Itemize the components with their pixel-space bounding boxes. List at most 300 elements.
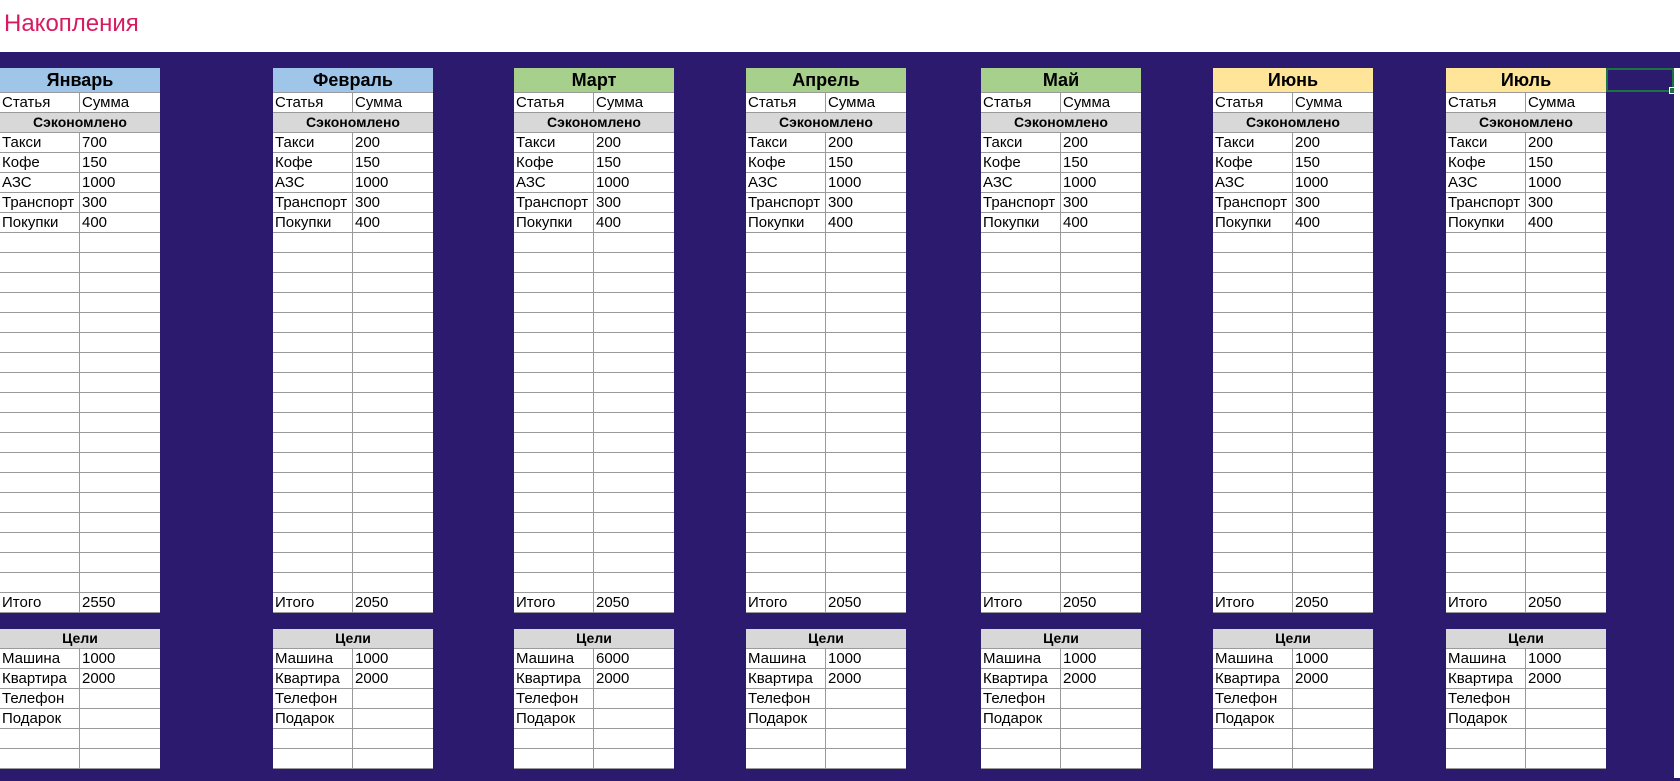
item-cell[interactable]: АЗС xyxy=(514,173,594,192)
amount-cell[interactable] xyxy=(1526,729,1606,748)
amount-cell[interactable] xyxy=(1061,533,1141,552)
item-cell[interactable] xyxy=(981,493,1061,512)
amount-cell[interactable] xyxy=(1293,233,1373,252)
item-cell[interactable] xyxy=(0,273,80,292)
item-cell[interactable] xyxy=(514,513,594,532)
item-cell[interactable] xyxy=(746,473,826,492)
selected-cell[interactable] xyxy=(1606,68,1674,92)
amount-cell[interactable] xyxy=(80,749,160,768)
amount-cell[interactable] xyxy=(1293,333,1373,352)
item-cell[interactable] xyxy=(1446,493,1526,512)
item-cell[interactable]: Квартира xyxy=(273,669,353,688)
item-cell[interactable] xyxy=(981,553,1061,572)
amount-cell[interactable] xyxy=(594,373,674,392)
amount-cell[interactable] xyxy=(594,749,674,768)
item-cell[interactable] xyxy=(746,453,826,472)
amount-cell[interactable]: 400 xyxy=(355,214,381,231)
amount-cell[interactable] xyxy=(80,333,160,352)
item-cell[interactable]: Покупки xyxy=(0,213,80,232)
item-cell[interactable]: Подарок xyxy=(273,709,353,728)
amount-cell[interactable] xyxy=(1526,689,1606,708)
amount-cell[interactable] xyxy=(1526,273,1606,292)
item-cell[interactable] xyxy=(1213,233,1293,252)
amount-cell[interactable] xyxy=(1293,433,1373,452)
item-cell[interactable]: АЗС xyxy=(746,173,826,192)
item-cell[interactable] xyxy=(0,749,80,768)
amount-cell[interactable] xyxy=(353,393,433,412)
item-cell[interactable] xyxy=(981,313,1061,332)
amount-cell[interactable] xyxy=(353,689,433,708)
amount-cell[interactable] xyxy=(1061,273,1141,292)
amount-cell[interactable] xyxy=(1061,233,1141,252)
amount-cell[interactable] xyxy=(826,749,906,768)
amount-cell[interactable] xyxy=(826,473,906,492)
amount-cell[interactable] xyxy=(826,573,906,592)
item-cell[interactable] xyxy=(1213,513,1293,532)
amount-cell[interactable]: 1000 xyxy=(82,650,116,667)
amount-cell[interactable] xyxy=(594,473,674,492)
amount-cell[interactable] xyxy=(353,473,433,492)
item-cell[interactable] xyxy=(514,473,594,492)
item-cell[interactable]: Такси xyxy=(273,133,353,152)
item-cell[interactable] xyxy=(0,393,80,412)
item-cell[interactable]: Подарок xyxy=(981,709,1061,728)
amount-cell[interactable]: 300 xyxy=(828,194,854,211)
amount-cell[interactable] xyxy=(353,433,433,452)
item-cell[interactable] xyxy=(981,333,1061,352)
item-cell[interactable]: Кофе xyxy=(0,153,80,172)
item-cell[interactable] xyxy=(1213,493,1293,512)
item-cell[interactable] xyxy=(514,433,594,452)
item-cell[interactable] xyxy=(514,493,594,512)
amount-cell[interactable] xyxy=(594,493,674,512)
amount-cell[interactable] xyxy=(1061,433,1141,452)
amount-cell[interactable] xyxy=(1061,729,1141,748)
amount-cell[interactable] xyxy=(80,709,160,728)
amount-cell[interactable]: 200 xyxy=(1063,134,1089,151)
item-cell[interactable] xyxy=(981,393,1061,412)
item-cell[interactable] xyxy=(273,253,353,272)
amount-cell[interactable] xyxy=(353,493,433,512)
item-cell[interactable] xyxy=(981,433,1061,452)
item-cell[interactable] xyxy=(1446,253,1526,272)
amount-cell[interactable]: 1000 xyxy=(355,650,389,667)
item-cell[interactable] xyxy=(0,553,80,572)
amount-cell[interactable]: 150 xyxy=(828,154,854,171)
item-cell[interactable]: Машина xyxy=(514,649,594,668)
item-cell[interactable] xyxy=(273,729,353,748)
amount-cell[interactable] xyxy=(1061,413,1141,432)
amount-cell[interactable] xyxy=(353,333,433,352)
amount-cell[interactable] xyxy=(80,353,160,372)
goals-section-header[interactable]: Цели xyxy=(273,629,433,649)
amount-cell[interactable] xyxy=(594,333,674,352)
amount-cell[interactable] xyxy=(1526,393,1606,412)
savings-section-header[interactable]: Сэкономлено xyxy=(273,113,433,133)
amount-cell[interactable] xyxy=(1526,493,1606,512)
amount-cell[interactable] xyxy=(594,253,674,272)
amount-cell[interactable] xyxy=(1526,513,1606,532)
item-cell[interactable] xyxy=(746,573,826,592)
item-cell[interactable] xyxy=(746,373,826,392)
amount-cell[interactable]: 700 xyxy=(82,134,108,151)
amount-cell[interactable] xyxy=(1061,313,1141,332)
item-cell[interactable] xyxy=(1213,253,1293,272)
amount-cell[interactable] xyxy=(1526,709,1606,728)
item-cell[interactable] xyxy=(273,553,353,572)
amount-cell[interactable] xyxy=(1293,313,1373,332)
item-cell[interactable] xyxy=(981,353,1061,372)
amount-cell[interactable] xyxy=(1061,393,1141,412)
item-cell[interactable]: Подарок xyxy=(514,709,594,728)
amount-cell[interactable] xyxy=(1293,393,1373,412)
item-cell[interactable]: Статья xyxy=(514,93,594,112)
amount-cell[interactable]: 2000 xyxy=(355,670,389,687)
item-cell[interactable]: Квартира xyxy=(514,669,594,688)
amount-cell[interactable] xyxy=(80,393,160,412)
item-cell[interactable] xyxy=(0,573,80,592)
item-cell[interactable]: Итого xyxy=(1213,593,1293,612)
amount-cell[interactable] xyxy=(826,253,906,272)
amount-cell[interactable] xyxy=(1061,453,1141,472)
item-cell[interactable] xyxy=(981,513,1061,532)
item-cell[interactable] xyxy=(746,433,826,452)
item-cell[interactable] xyxy=(1446,473,1526,492)
amount-cell[interactable]: 300 xyxy=(1295,194,1321,211)
goals-section-header[interactable]: Цели xyxy=(981,629,1141,649)
amount-cell[interactable] xyxy=(826,413,906,432)
item-cell[interactable]: Кофе xyxy=(514,153,594,172)
amount-cell[interactable] xyxy=(80,473,160,492)
amount-cell[interactable]: 2000 xyxy=(596,670,630,687)
month-header[interactable]: Февраль xyxy=(273,68,433,93)
goals-section-header[interactable]: Цели xyxy=(746,629,906,649)
item-cell[interactable]: Транспорт xyxy=(273,193,353,212)
amount-cell[interactable] xyxy=(1293,729,1373,748)
amount-cell[interactable]: 200 xyxy=(828,134,854,151)
amount-cell[interactable] xyxy=(1061,353,1141,372)
item-cell[interactable] xyxy=(0,253,80,272)
amount-cell[interactable] xyxy=(594,353,674,372)
item-cell[interactable]: Статья xyxy=(1446,93,1526,112)
item-cell[interactable]: Кофе xyxy=(1213,153,1293,172)
item-cell[interactable] xyxy=(746,293,826,312)
amount-cell[interactable]: 6000 xyxy=(596,650,630,667)
amount-cell[interactable]: 150 xyxy=(355,154,381,171)
item-cell[interactable]: Такси xyxy=(746,133,826,152)
amount-cell[interactable] xyxy=(826,709,906,728)
item-cell[interactable] xyxy=(273,413,353,432)
amount-cell[interactable] xyxy=(353,233,433,252)
amount-cell[interactable] xyxy=(1526,453,1606,472)
amount-cell[interactable] xyxy=(80,273,160,292)
amount-cell[interactable]: 2000 xyxy=(1295,670,1329,687)
item-cell[interactable] xyxy=(273,233,353,252)
item-cell[interactable] xyxy=(514,253,594,272)
item-cell[interactable]: Статья xyxy=(981,93,1061,112)
item-cell[interactable] xyxy=(514,553,594,572)
item-cell[interactable]: Итого xyxy=(746,593,826,612)
item-cell[interactable] xyxy=(746,313,826,332)
amount-cell[interactable] xyxy=(1526,373,1606,392)
item-cell[interactable] xyxy=(1446,533,1526,552)
item-cell[interactable] xyxy=(746,749,826,768)
item-cell[interactable]: Телефон xyxy=(514,689,594,708)
amount-cell[interactable] xyxy=(826,689,906,708)
amount-cell[interactable]: 2000 xyxy=(828,670,862,687)
amount-cell[interactable] xyxy=(826,553,906,572)
amount-cell[interactable] xyxy=(594,433,674,452)
amount-cell[interactable] xyxy=(826,493,906,512)
goals-section-header[interactable]: Цели xyxy=(0,629,160,649)
item-cell[interactable] xyxy=(746,553,826,572)
item-cell[interactable] xyxy=(981,293,1061,312)
amount-cell[interactable]: 400 xyxy=(828,214,854,231)
amount-cell[interactable] xyxy=(353,709,433,728)
item-cell[interactable] xyxy=(0,353,80,372)
amount-cell[interactable] xyxy=(594,273,674,292)
amount-cell[interactable] xyxy=(353,373,433,392)
amount-cell[interactable]: 2000 xyxy=(1063,670,1097,687)
item-cell[interactable]: Покупки xyxy=(514,213,594,232)
item-cell[interactable] xyxy=(1446,553,1526,572)
amount-cell[interactable] xyxy=(80,433,160,452)
amount-cell[interactable] xyxy=(80,729,160,748)
amount-cell[interactable] xyxy=(1293,709,1373,728)
amount-cell[interactable]: 2000 xyxy=(82,670,116,687)
item-cell[interactable] xyxy=(1446,393,1526,412)
item-cell[interactable]: Кофе xyxy=(981,153,1061,172)
month-header[interactable]: Июнь xyxy=(1213,68,1373,93)
item-cell[interactable] xyxy=(514,353,594,372)
item-cell[interactable]: Итого xyxy=(514,593,594,612)
item-cell[interactable] xyxy=(273,473,353,492)
item-cell[interactable]: Телефон xyxy=(1213,689,1293,708)
amount-cell[interactable] xyxy=(1293,273,1373,292)
amount-cell[interactable] xyxy=(1526,253,1606,272)
item-cell[interactable] xyxy=(514,573,594,592)
amount-cell[interactable] xyxy=(826,373,906,392)
item-cell[interactable] xyxy=(1213,453,1293,472)
month-header[interactable]: Январь xyxy=(0,68,160,93)
item-cell[interactable] xyxy=(0,513,80,532)
item-cell[interactable]: Такси xyxy=(1213,133,1293,152)
amount-cell[interactable] xyxy=(826,313,906,332)
item-cell[interactable] xyxy=(1446,373,1526,392)
amount-cell[interactable] xyxy=(594,313,674,332)
amount-cell[interactable] xyxy=(1293,689,1373,708)
item-cell[interactable] xyxy=(0,333,80,352)
amount-cell[interactable] xyxy=(353,313,433,332)
amount-cell[interactable] xyxy=(1526,473,1606,492)
amount-cell[interactable]: Сумма xyxy=(1528,94,1576,111)
item-cell[interactable] xyxy=(514,333,594,352)
amount-cell[interactable] xyxy=(594,729,674,748)
item-cell[interactable] xyxy=(273,513,353,532)
amount-cell[interactable] xyxy=(826,333,906,352)
item-cell[interactable] xyxy=(1213,729,1293,748)
item-cell[interactable]: Транспорт xyxy=(1213,193,1293,212)
amount-cell[interactable]: 150 xyxy=(1295,154,1321,171)
amount-cell[interactable] xyxy=(826,729,906,748)
amount-cell[interactable]: 400 xyxy=(1295,214,1321,231)
item-cell[interactable] xyxy=(0,453,80,472)
amount-cell[interactable]: 150 xyxy=(82,154,108,171)
amount-cell[interactable] xyxy=(1293,493,1373,512)
amount-cell[interactable] xyxy=(826,293,906,312)
amount-cell[interactable]: Сумма xyxy=(82,94,130,111)
item-cell[interactable] xyxy=(514,233,594,252)
amount-cell[interactable]: 300 xyxy=(1528,194,1554,211)
amount-cell[interactable] xyxy=(353,273,433,292)
item-cell[interactable] xyxy=(1213,573,1293,592)
item-cell[interactable]: Машина xyxy=(273,649,353,668)
amount-cell[interactable] xyxy=(594,573,674,592)
amount-cell[interactable]: Сумма xyxy=(596,94,644,111)
item-cell[interactable] xyxy=(981,749,1061,768)
amount-cell[interactable]: 200 xyxy=(596,134,622,151)
item-cell[interactable]: Подарок xyxy=(0,709,80,728)
savings-section-header[interactable]: Сэкономлено xyxy=(746,113,906,133)
amount-cell[interactable] xyxy=(1526,293,1606,312)
item-cell[interactable]: АЗС xyxy=(1446,173,1526,192)
item-cell[interactable] xyxy=(273,393,353,412)
amount-cell[interactable]: 2050 xyxy=(596,594,630,611)
item-cell[interactable] xyxy=(273,749,353,768)
amount-cell[interactable] xyxy=(1293,253,1373,272)
item-cell[interactable]: Квартира xyxy=(981,669,1061,688)
item-cell[interactable] xyxy=(0,413,80,432)
item-cell[interactable]: Телефон xyxy=(273,689,353,708)
item-cell[interactable] xyxy=(273,533,353,552)
goals-section-header[interactable]: Цели xyxy=(514,629,674,649)
amount-cell[interactable] xyxy=(1061,573,1141,592)
item-cell[interactable] xyxy=(1213,293,1293,312)
item-cell[interactable] xyxy=(1213,333,1293,352)
amount-cell[interactable]: 1000 xyxy=(596,174,630,191)
amount-cell[interactable] xyxy=(826,533,906,552)
item-cell[interactable] xyxy=(1213,473,1293,492)
item-cell[interactable]: Машина xyxy=(981,649,1061,668)
item-cell[interactable]: Покупки xyxy=(1213,213,1293,232)
amount-cell[interactable]: 2000 xyxy=(1528,670,1562,687)
amount-cell[interactable] xyxy=(594,233,674,252)
item-cell[interactable] xyxy=(1213,373,1293,392)
amount-cell[interactable] xyxy=(353,453,433,472)
item-cell[interactable] xyxy=(0,473,80,492)
item-cell[interactable] xyxy=(514,413,594,432)
amount-cell[interactable] xyxy=(826,453,906,472)
amount-cell[interactable] xyxy=(1061,373,1141,392)
amount-cell[interactable]: 1000 xyxy=(355,174,389,191)
amount-cell[interactable] xyxy=(353,413,433,432)
amount-cell[interactable]: 1000 xyxy=(1528,174,1562,191)
item-cell[interactable]: Статья xyxy=(746,93,826,112)
amount-cell[interactable] xyxy=(594,453,674,472)
item-cell[interactable] xyxy=(746,253,826,272)
item-cell[interactable]: Транспорт xyxy=(981,193,1061,212)
savings-section-header[interactable]: Сэкономлено xyxy=(981,113,1141,133)
item-cell[interactable] xyxy=(1213,353,1293,372)
amount-cell[interactable] xyxy=(1293,553,1373,572)
item-cell[interactable] xyxy=(0,373,80,392)
month-header[interactable]: Июль xyxy=(1446,68,1606,93)
item-cell[interactable]: Такси xyxy=(0,133,80,152)
item-cell[interactable] xyxy=(273,373,353,392)
item-cell[interactable] xyxy=(746,353,826,372)
item-cell[interactable] xyxy=(273,493,353,512)
item-cell[interactable] xyxy=(746,729,826,748)
amount-cell[interactable] xyxy=(353,353,433,372)
amount-cell[interactable]: 400 xyxy=(1528,214,1554,231)
item-cell[interactable]: Итого xyxy=(981,593,1061,612)
amount-cell[interactable] xyxy=(1061,293,1141,312)
item-cell[interactable] xyxy=(0,433,80,452)
item-cell[interactable] xyxy=(1446,749,1526,768)
amount-cell[interactable]: 1000 xyxy=(828,174,862,191)
amount-cell[interactable] xyxy=(1526,553,1606,572)
item-cell[interactable]: АЗС xyxy=(1213,173,1293,192)
item-cell[interactable] xyxy=(1213,433,1293,452)
amount-cell[interactable]: 2050 xyxy=(1295,594,1329,611)
item-cell[interactable]: Покупки xyxy=(746,213,826,232)
amount-cell[interactable] xyxy=(1061,553,1141,572)
goals-section-header[interactable]: Цели xyxy=(1446,629,1606,649)
item-cell[interactable] xyxy=(1213,273,1293,292)
amount-cell[interactable] xyxy=(1061,709,1141,728)
amount-cell[interactable] xyxy=(1293,513,1373,532)
month-header[interactable]: Март xyxy=(514,68,674,93)
item-cell[interactable]: Покупки xyxy=(1446,213,1526,232)
month-header[interactable]: Апрель xyxy=(746,68,906,93)
amount-cell[interactable] xyxy=(594,533,674,552)
amount-cell[interactable] xyxy=(826,233,906,252)
amount-cell[interactable] xyxy=(1061,513,1141,532)
amount-cell[interactable] xyxy=(594,513,674,532)
amount-cell[interactable] xyxy=(353,253,433,272)
item-cell[interactable] xyxy=(514,729,594,748)
amount-cell[interactable] xyxy=(594,553,674,572)
item-cell[interactable] xyxy=(0,533,80,552)
amount-cell[interactable] xyxy=(80,253,160,272)
amount-cell[interactable] xyxy=(353,729,433,748)
amount-cell[interactable] xyxy=(353,553,433,572)
item-cell[interactable]: АЗС xyxy=(273,173,353,192)
item-cell[interactable] xyxy=(1446,333,1526,352)
amount-cell[interactable] xyxy=(1293,413,1373,432)
item-cell[interactable] xyxy=(981,729,1061,748)
item-cell[interactable]: Машина xyxy=(0,649,80,668)
amount-cell[interactable] xyxy=(594,413,674,432)
amount-cell[interactable] xyxy=(826,273,906,292)
item-cell[interactable] xyxy=(981,473,1061,492)
amount-cell[interactable] xyxy=(1061,689,1141,708)
item-cell[interactable] xyxy=(0,493,80,512)
amount-cell[interactable]: Сумма xyxy=(828,94,876,111)
item-cell[interactable] xyxy=(1446,313,1526,332)
item-cell[interactable] xyxy=(514,273,594,292)
amount-cell[interactable] xyxy=(594,709,674,728)
savings-section-header[interactable]: Сэкономлено xyxy=(1213,113,1373,133)
item-cell[interactable] xyxy=(1446,413,1526,432)
item-cell[interactable] xyxy=(981,253,1061,272)
item-cell[interactable] xyxy=(1446,513,1526,532)
amount-cell[interactable] xyxy=(1293,533,1373,552)
amount-cell[interactable] xyxy=(826,433,906,452)
amount-cell[interactable]: 200 xyxy=(1528,134,1554,151)
item-cell[interactable] xyxy=(746,273,826,292)
amount-cell[interactable] xyxy=(594,393,674,412)
